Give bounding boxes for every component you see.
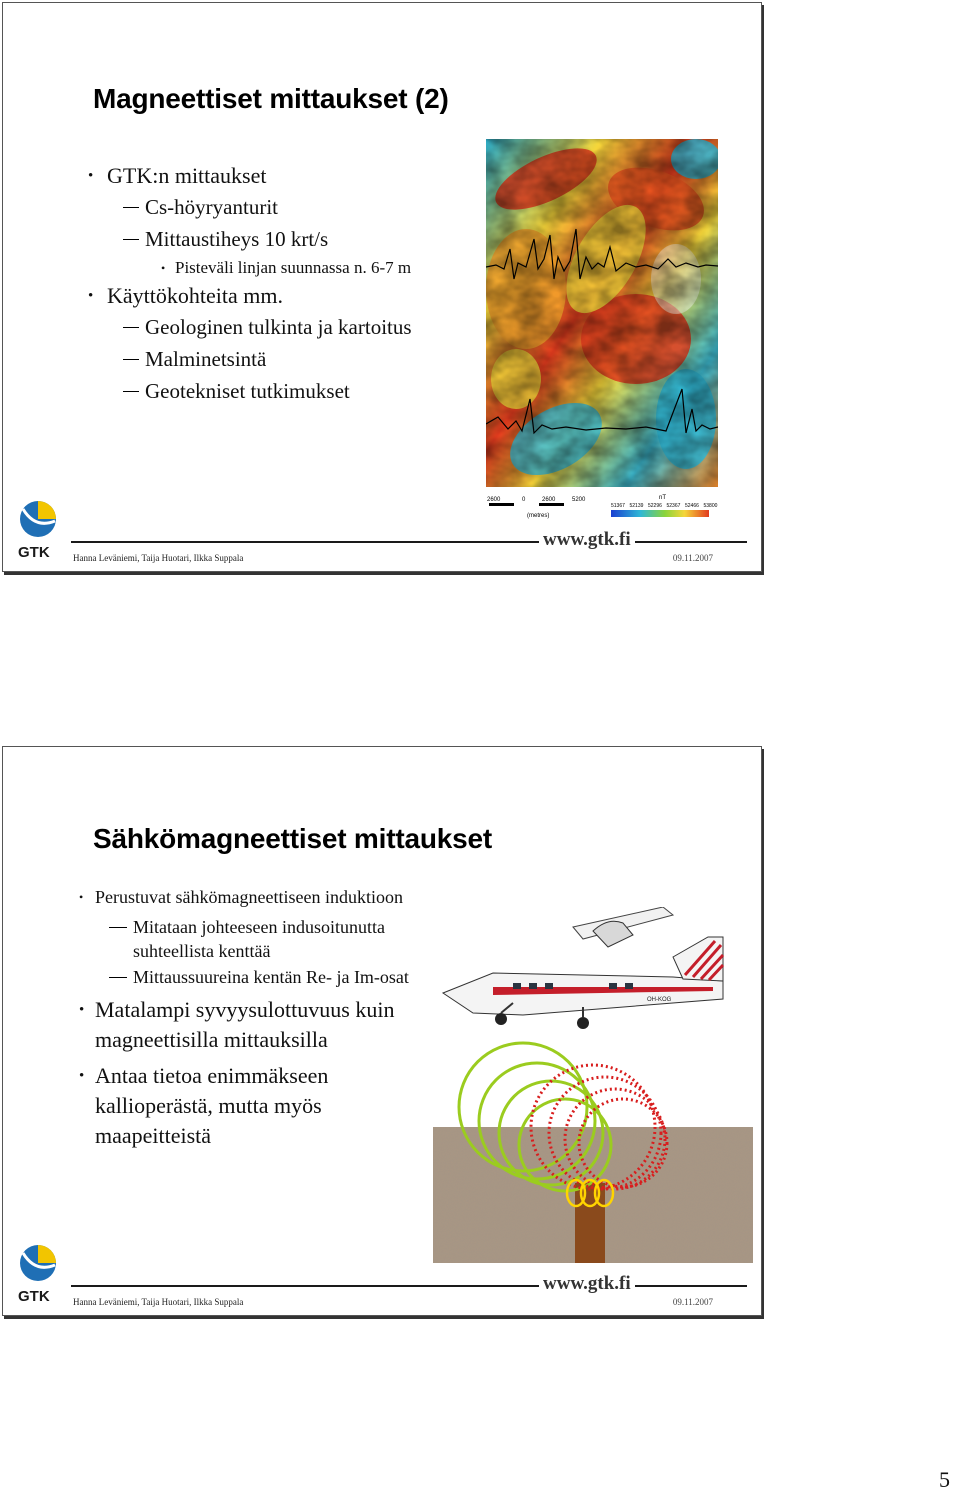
gtk-logo	[15, 499, 61, 561]
scale-label-3: 5200	[572, 497, 586, 503]
footer-date: 09.11.2007	[672, 553, 713, 563]
colorbar-label: 51367	[611, 503, 625, 509]
plane-registration: OH-KOG	[647, 997, 672, 1003]
bullet-level-2: Malminetsintä	[81, 343, 412, 375]
footer-authors: Hanna Leväniemi, Taija Huotari, Ilkka Suppala	[73, 1297, 244, 1307]
footer-url[interactable]: www.gtk.fi	[539, 529, 635, 551]
bullet-level-2: Geologinen tulkinta ja kartoitus	[81, 311, 412, 343]
footer-rule	[71, 1285, 747, 1287]
colorbar-label: 52466	[685, 503, 699, 509]
slide-title: Magneettiset mittaukset (2)	[93, 83, 449, 114]
map-scale-bar	[487, 495, 607, 521]
bullet-list	[77, 885, 437, 1157]
colorbar-label: 52296	[648, 503, 662, 509]
bullet-level-1: • GTK:n mittaukset	[81, 161, 412, 191]
colorbar-label: 52367	[666, 503, 681, 509]
bullet-level-2: Geotekniset tutkimukset	[81, 375, 412, 407]
footer-date: 09.11.2007	[672, 1297, 713, 1307]
scale-unit: (metres)	[527, 513, 550, 519]
gtk-logo	[15, 1243, 61, 1305]
bullet-level-2: Mitataan johteeseen indusoitunutta suhteellista kenttää	[77, 915, 437, 963]
scale-label-0: 2600	[487, 497, 501, 503]
slide-magneettiset	[2, 2, 762, 572]
bullet-level-1: • Käyttökohteita mm.	[81, 281, 412, 311]
map-color-bar	[609, 493, 721, 521]
bullet-level-1: • Antaa tietoa enimmäkseen kallioperästä, mutta myös maapeitteistä	[77, 1061, 437, 1151]
logo-text: GTK	[18, 1288, 50, 1305]
colorbar-label: 53800	[703, 503, 718, 509]
page-number: 5	[939, 1467, 950, 1492]
colorbar-label: 52139	[629, 503, 644, 509]
bullet-level-1: • Perustuvat sähkömagneettiseen induktioon	[77, 885, 437, 909]
scale-label-2: 2600	[542, 497, 556, 503]
footer-authors: Hanna Leväniemi, Taija Huotari, Ilkka Suppala	[73, 553, 244, 563]
footer-rule	[71, 541, 747, 543]
footer-url[interactable]: www.gtk.fi	[539, 1273, 635, 1295]
colorbar-unit: nT	[659, 495, 667, 501]
em-survey-illustration	[433, 907, 753, 1263]
bullet-level-2: Mittaustiheys 10 krt/s	[81, 223, 412, 255]
bullet-level-3: • Pisteväli linjan suunnassa n. 6-7 m	[81, 255, 412, 281]
logo-text: GTK	[18, 544, 50, 561]
bullet-level-1: • Matalampi syvyysulottuvuus kuin magneettisilla mittauksilla	[77, 995, 437, 1055]
magnetic-anomaly-map	[486, 139, 718, 487]
slide-title: Sähkömagneettiset mittaukset	[93, 823, 492, 854]
slide-sahkomagneettiset	[2, 746, 762, 1316]
bullet-level-2: Cs-höyryanturit	[81, 191, 412, 223]
bullet-level-2: Mittaussuureina kentän Re- ja Im-osat	[77, 965, 437, 989]
survey-airplane	[443, 907, 723, 1029]
bullet-list	[81, 161, 412, 407]
scale-label-1: 0	[522, 497, 526, 503]
